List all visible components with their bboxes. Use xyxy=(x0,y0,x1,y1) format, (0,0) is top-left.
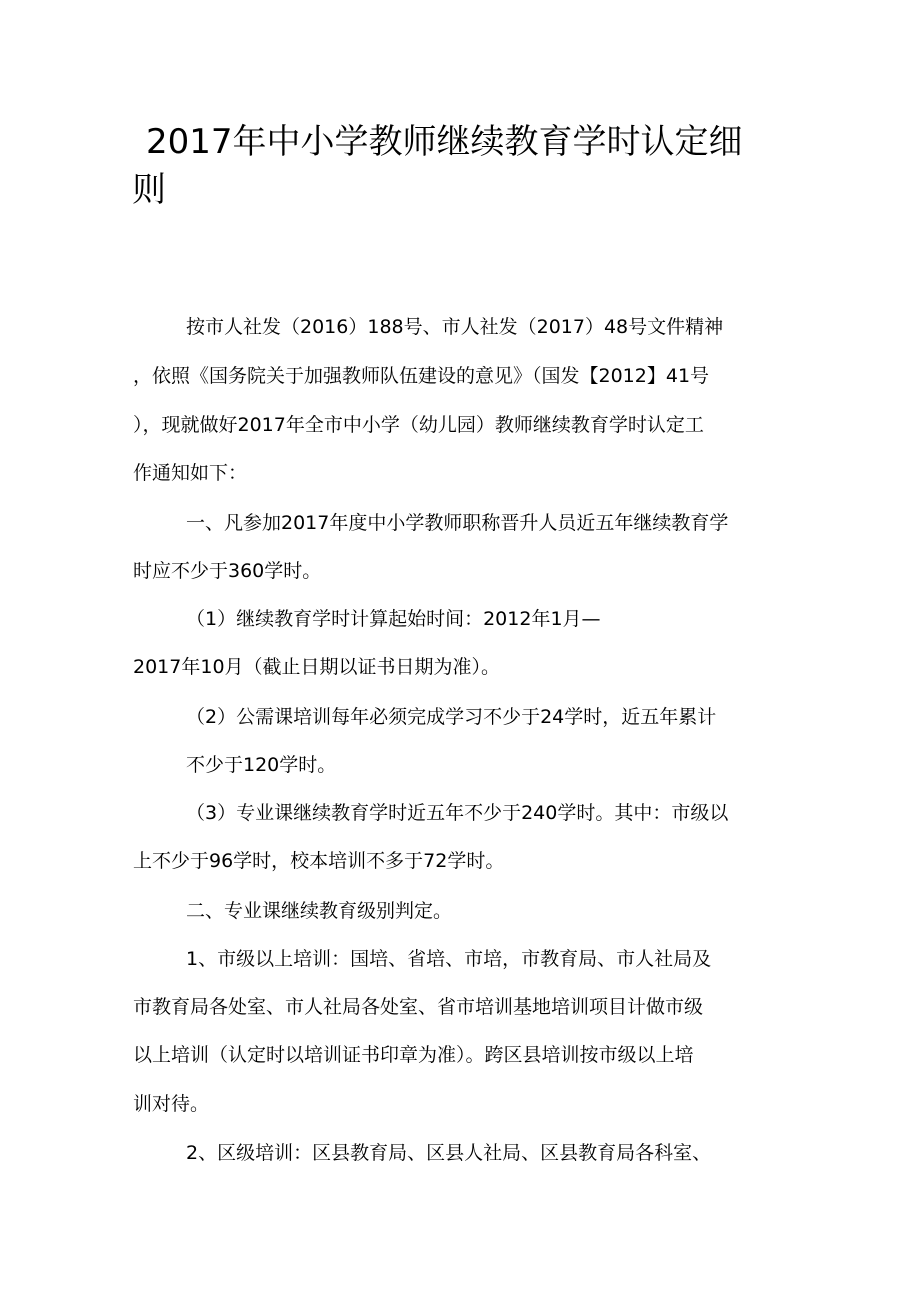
section1-line: 一、凡参加2017年度中小学教师职称晋升人员近五年继续教育学 xyxy=(186,512,729,534)
sub1-line: 以上培训（认定时以培训证书印章为准）。跨区县培训按市级以上培 xyxy=(133,1044,694,1066)
section2-heading: 二、专业课继续教育级别判定。 xyxy=(186,900,453,922)
sub1-line: 1、市级以上培训：国培、省培、市培，市教育局、市人社局及 xyxy=(186,948,712,970)
title-line: 2017年中小学教师继续教育学时认定细 xyxy=(146,122,743,162)
section1-line: 时应不少于360学时。 xyxy=(133,560,322,582)
document-title xyxy=(132,118,792,214)
sub1-line: 市教育局各处室、市人社局各处室、省市培训基地培训项目计做市级 xyxy=(133,996,704,1018)
sub1-line: 训对待。 xyxy=(133,1093,210,1115)
item1-line: （1）继续教育学时计算起始时间：2012年1月— xyxy=(186,608,601,630)
item3-line: 上不少于96学时，校本培训不多于72学时。 xyxy=(133,850,505,872)
item2-line: 不少于120学时。 xyxy=(186,754,337,776)
sub2-line: 2、区级培训：区县教育局、区县人社局、区县教育局各科室、 xyxy=(186,1142,712,1164)
title-line: 则 xyxy=(132,170,166,210)
item3-line: （3）专业课继续教育学时近五年不少于240学时。其中：市级以 xyxy=(186,802,729,824)
item1-line: 2017年10月（截止日期以证书日期为准）。 xyxy=(133,656,501,678)
intro-line: ，依照《国务院关于加强教师队伍建设的意见》（国发【2012】41号 xyxy=(133,365,710,387)
intro-line: 作通知如下： xyxy=(133,462,248,484)
intro-line: 按市人社发（2016）188号、市人社发（2017）48号文件精神 xyxy=(186,316,724,338)
intro-line: ），现就做好2017年全市中小学（幼儿园）教师继续教育学时认定工 xyxy=(133,414,704,436)
item2-line: （2）公需课培训每年必须完成学习不少于24学时，近五年累计 xyxy=(186,706,717,728)
